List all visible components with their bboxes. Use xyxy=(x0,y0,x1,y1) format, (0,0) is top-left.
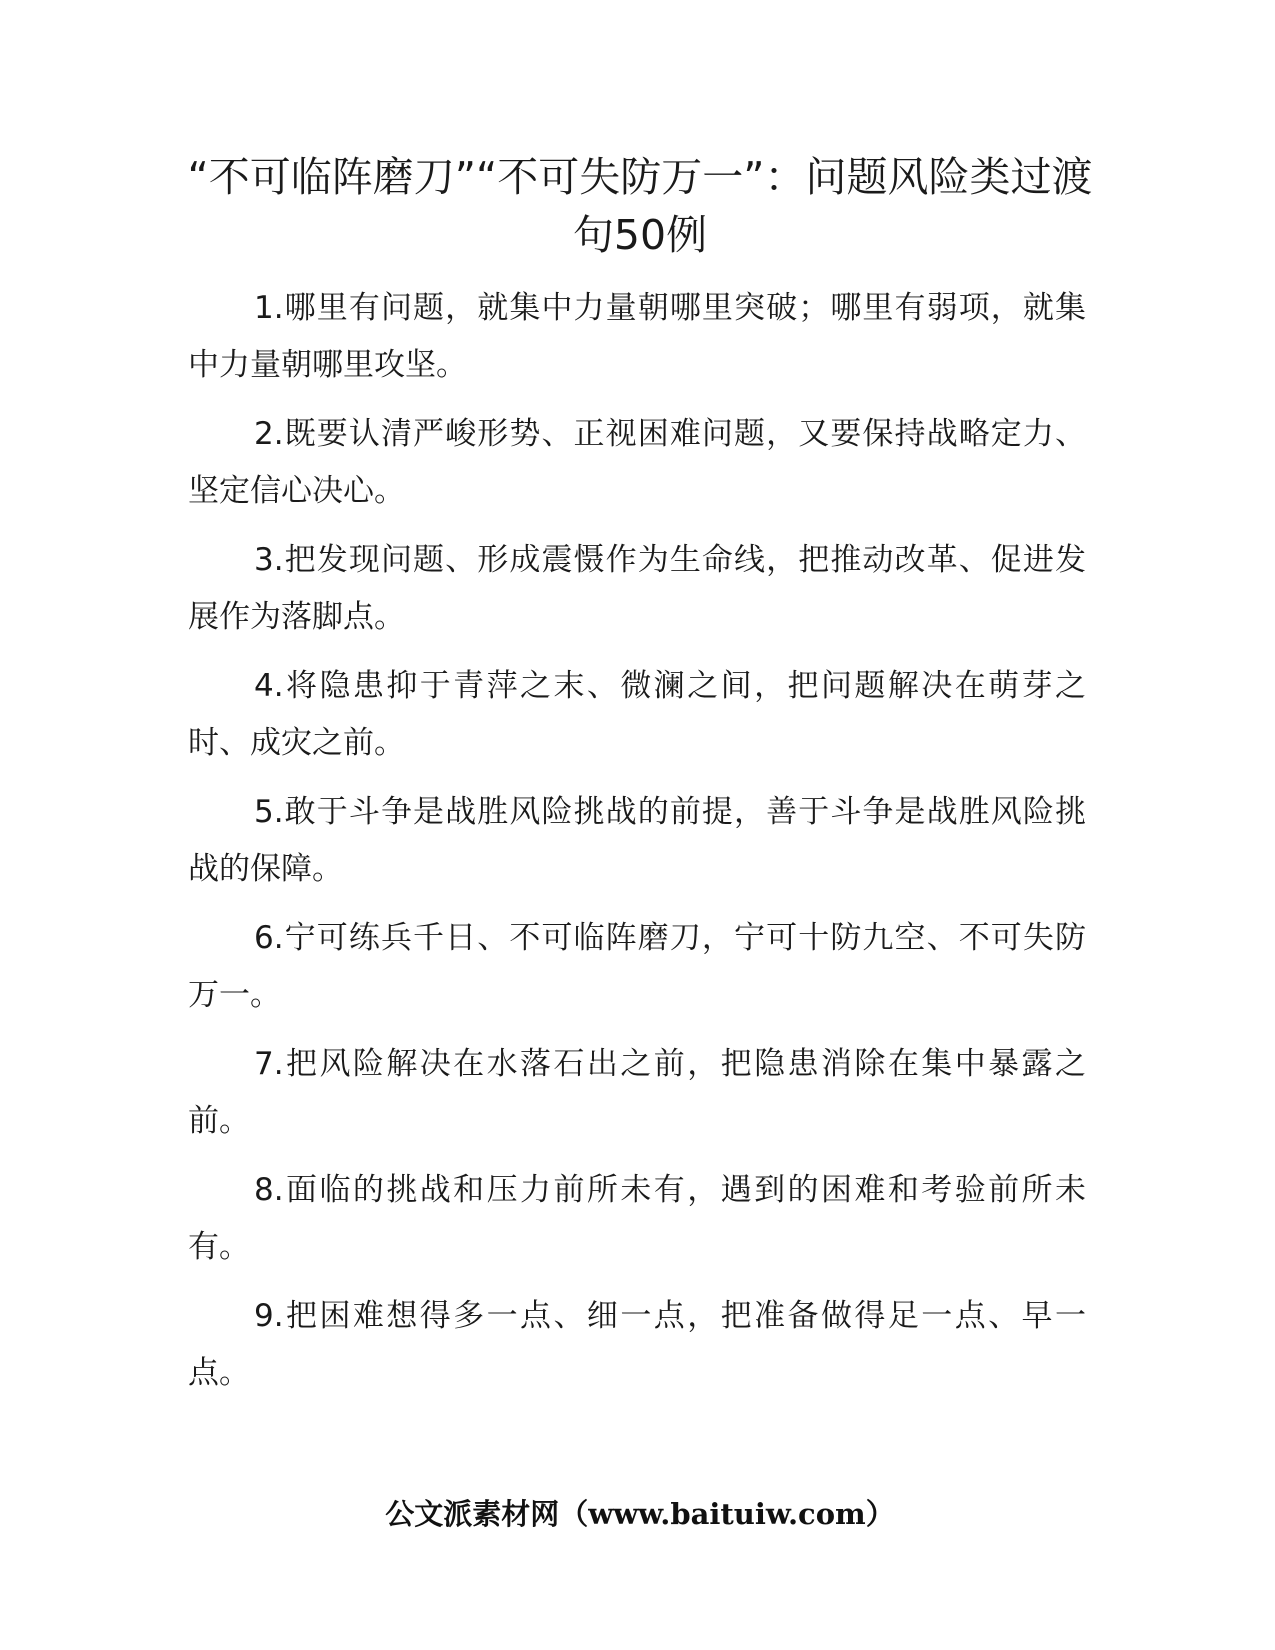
paragraph-7: 7.把风险解决在水落石出之前，把隐患消除在集中暴露之前。 xyxy=(188,1046,1086,1139)
page-footer: 公文派素材网（www.baituiw.com） xyxy=(385,1497,895,1531)
paragraph-4: 4.将隐患抑于青萍之末、微澜之间，把问题解决在萌芽之时、成灾之前。 xyxy=(188,668,1086,761)
paragraph-8: 8.面临的挑战和压力前所未有，遇到的困难和考验前所未有。 xyxy=(188,1172,1086,1265)
paragraph-6: 6.宁可练兵千日、不可临阵磨刀，宁可十防九空、不可失防万一。 xyxy=(188,920,1086,1013)
paragraph-9: 9.把困难想得多一点、细一点，把准备做得足一点、早一点。 xyxy=(188,1298,1086,1391)
paragraph-5: 5.敢于斗争是战胜风险挑战的前提，善于斗争是战胜风险挑战的保障。 xyxy=(188,794,1086,887)
paragraph-1: 1.哪里有问题，就集中力量朝哪里突破；哪里有弱项，就集中力量朝哪里攻坚。 xyxy=(188,290,1086,383)
paragraph-3: 3.把发现问题、形成震慑作为生命线，把推动改革、促进发展作为落脚点。 xyxy=(188,542,1086,635)
document-body xyxy=(188,280,1086,1414)
document-title: “不可临阵磨刀”“不可失防万一”：问题风险类过渡句50例 xyxy=(187,153,1093,259)
paragraph-2: 2.既要认清严峻形势、正视困难问题，又要保持战略定力、坚定信心决心。 xyxy=(188,416,1086,509)
